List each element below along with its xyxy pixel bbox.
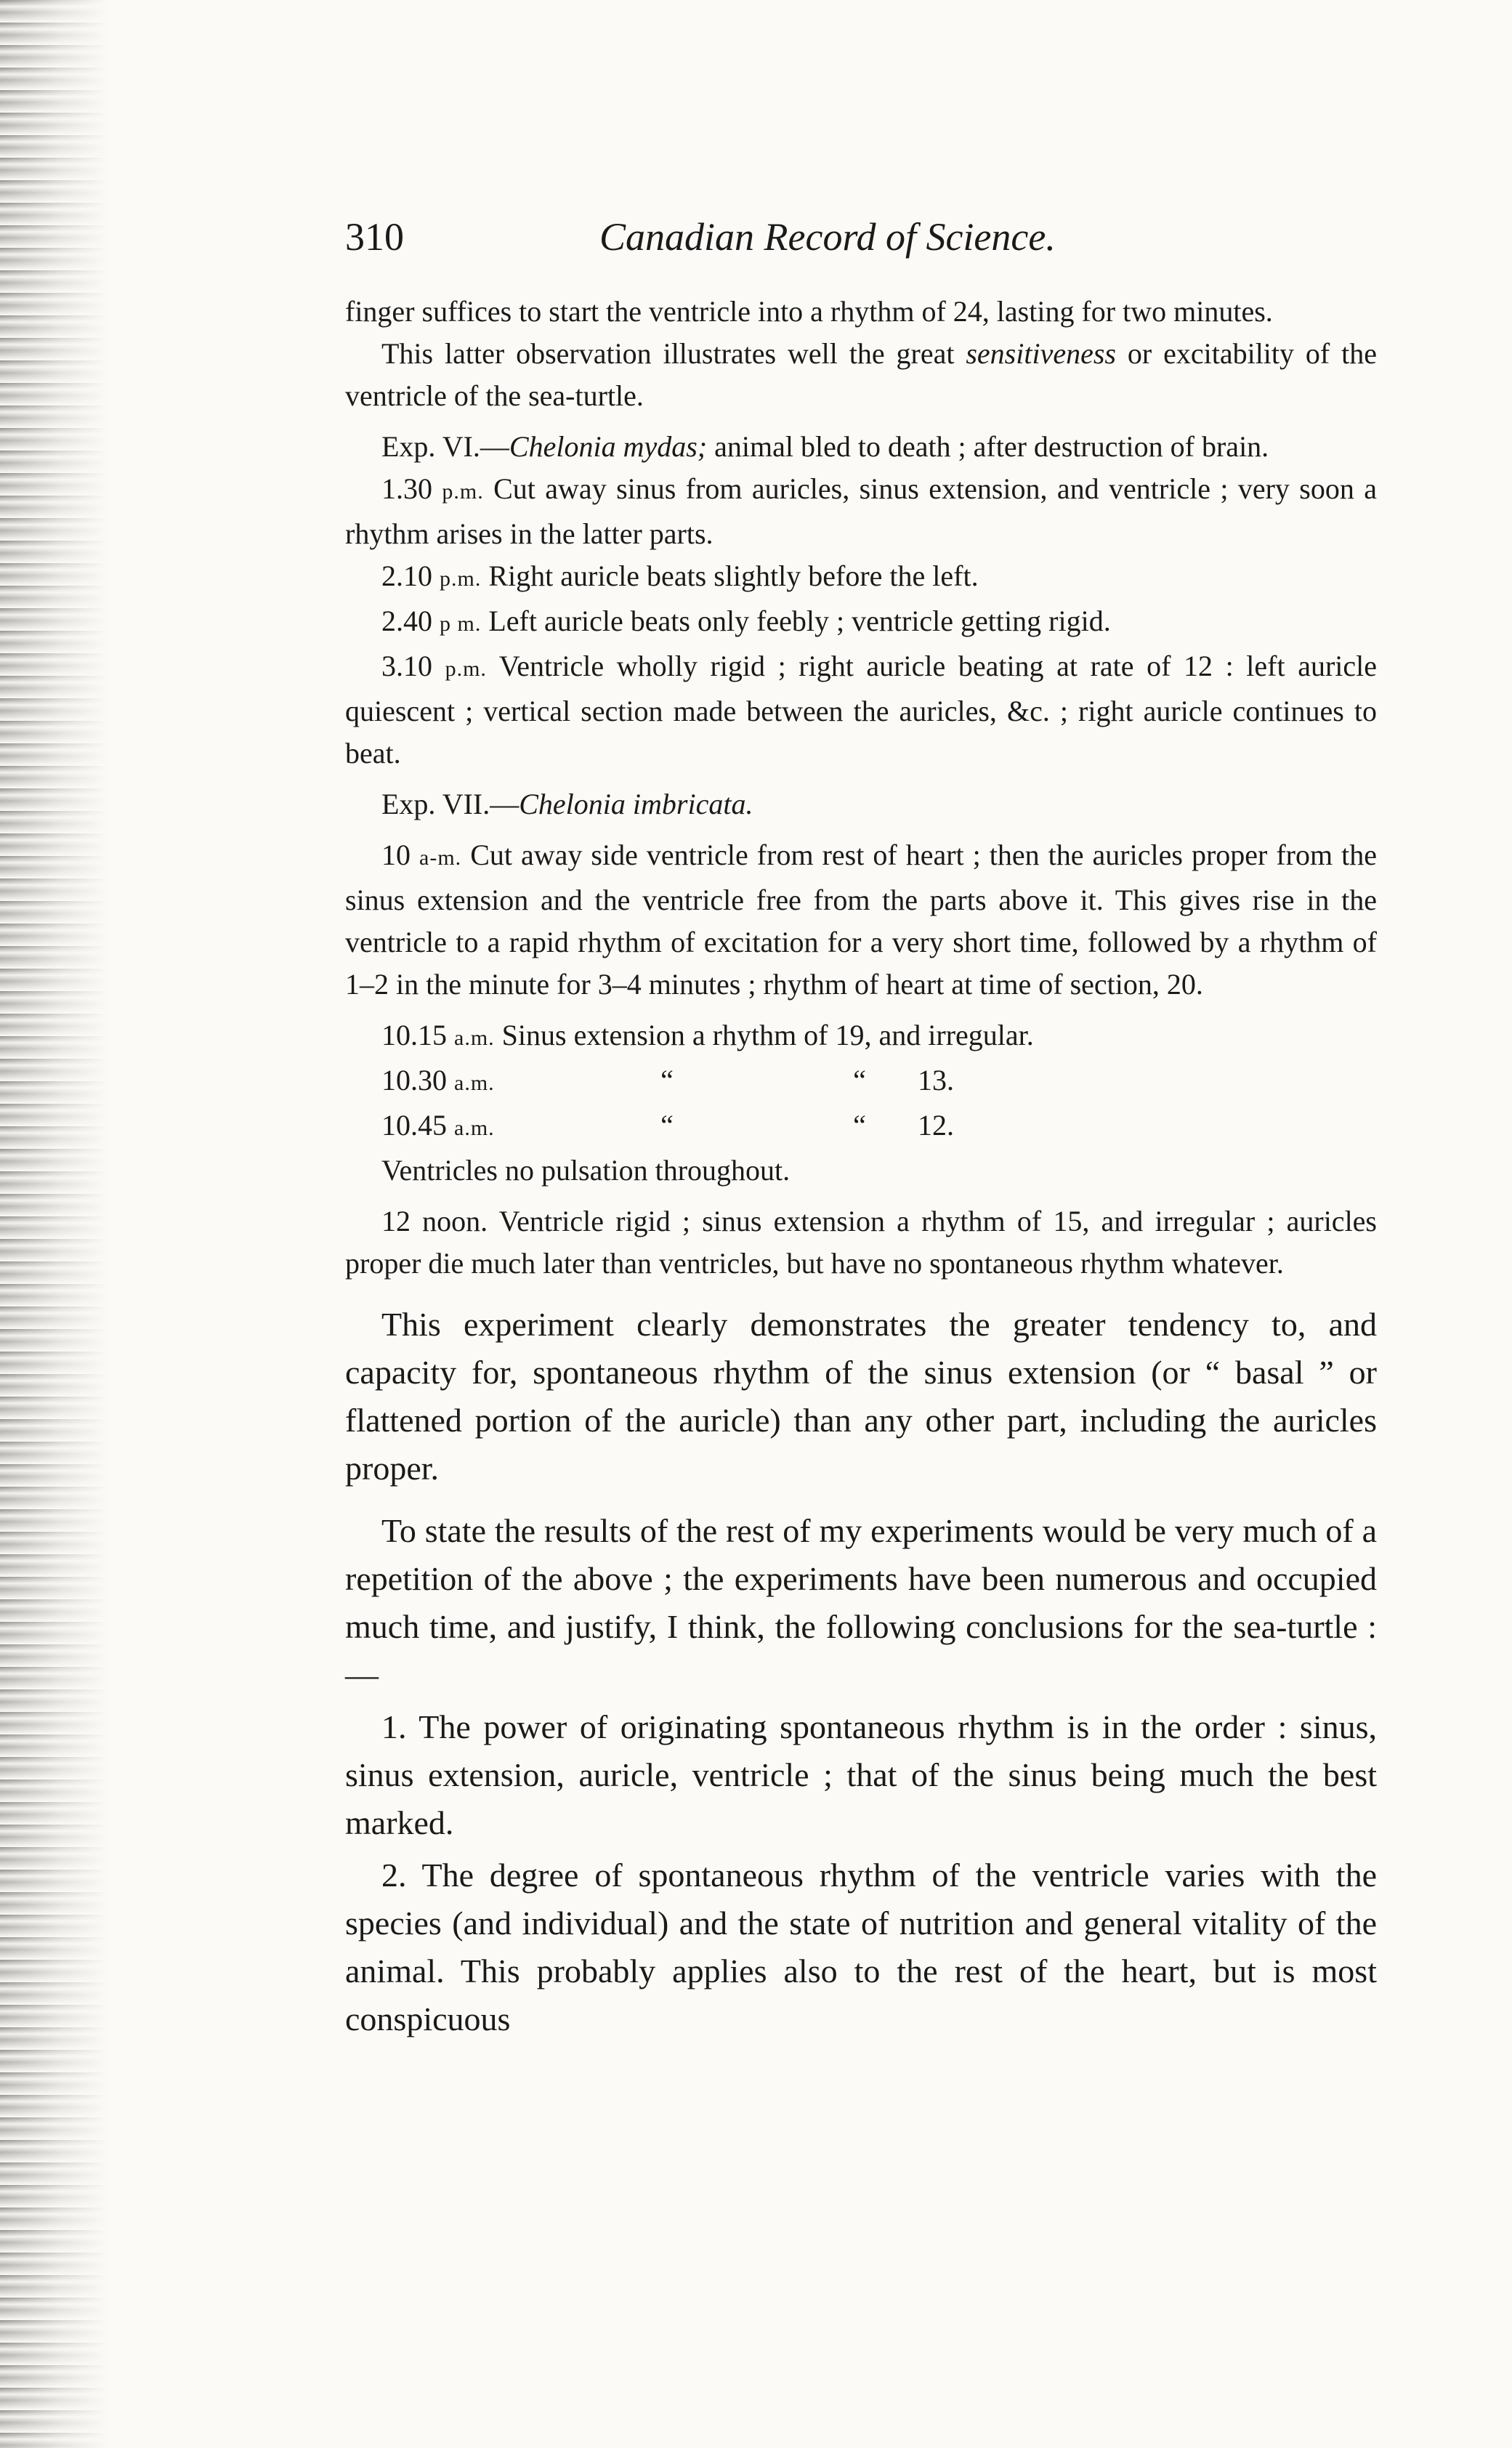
entry-text: Sinus extension a rhythm of 19, and irregular. bbox=[494, 1019, 1034, 1051]
ditto-mark: “ bbox=[660, 1109, 674, 1142]
conclusion-point-1: 1. The power of originating spontaneous rhythm is in the order : sinus, sinus extension, auricle, ventricle ; that of the sinus being much the best marked. bbox=[345, 1708, 1377, 1841]
species-name: Chelonia mydas; bbox=[509, 430, 708, 463]
experiment-label: Exp. VI.— bbox=[381, 430, 509, 463]
rhythm-row bbox=[345, 1104, 1377, 1150]
page-binding-shadow bbox=[0, 0, 109, 2448]
entry-meridiem: a-m. bbox=[419, 846, 462, 870]
entry-time: 1.30 bbox=[381, 472, 442, 505]
page-number: 310 bbox=[345, 215, 404, 259]
paragraph-conclusion-2: To state the results of the rest of my experiments would be very much of a repetition of the above ; the experiments have been numerous and occupied much time, and justify, I think, the following conclusions for the sea-turtle :— bbox=[345, 1512, 1377, 1693]
conclusions bbox=[345, 1301, 1377, 2043]
entry-text: Ventricle wholly rigid ; right auricle beating at rate of 12 : left auricle quiescent ; vertical section made between the auricles, &c. ; right auricle continues to beat. bbox=[345, 650, 1378, 769]
row-time bbox=[345, 1104, 533, 1150]
entry-time: 10 bbox=[381, 839, 420, 871]
experiment-7-heading bbox=[345, 783, 1377, 825]
entry-time: 2.40 bbox=[381, 605, 440, 637]
entry-time: 2.10 bbox=[381, 560, 440, 592]
entry-meridiem: p m. bbox=[440, 612, 482, 636]
entry-time: 10.30 bbox=[381, 1064, 454, 1096]
text-run: or excitability of the ventricle of the sea-turtle. bbox=[345, 337, 1378, 412]
experiment-notes bbox=[345, 291, 1377, 1285]
entry-meridiem: p.m. bbox=[440, 567, 482, 591]
rhythm-row bbox=[345, 1059, 1377, 1104]
paragraph-sensitiveness bbox=[345, 333, 1377, 417]
page-header bbox=[345, 208, 1377, 266]
experiment-label: Exp. VII.— bbox=[381, 788, 520, 820]
entry-time: 10.15 bbox=[381, 1019, 454, 1051]
entry-meridiem: p.m. bbox=[442, 480, 484, 504]
entry-meridiem: a.m. bbox=[454, 1026, 495, 1050]
entry-text: Cut away sinus from auricles, sinus extension, and ventricle ; very soon a rhythm arises in the latter parts. bbox=[345, 472, 1378, 550]
running-title: Canadian Record of Science. bbox=[599, 215, 1056, 259]
entry-12-noon: 12 noon. Ventricle rigid ; sinus extension a rhythm of 15, and irregular ; auricles proper die much later than ventricles, but have no spontaneous rhythm whatever. bbox=[345, 1205, 1377, 1280]
conclusion-point-2: 2. The degree of spontaneous rhythm of the ventricle varies with the species (and individual) and the state of nutrition and general vitality of the animal. This probably applies also to the rest of the heart, but is most conspicuous bbox=[345, 1857, 1377, 2037]
ditto-mark: “ bbox=[660, 1064, 674, 1096]
entry-time: 3.10 bbox=[381, 650, 445, 682]
entry-meridiem: a.m. bbox=[454, 1071, 495, 1095]
entry-2-10-pm bbox=[345, 555, 1377, 600]
entry-2-40-pm bbox=[345, 600, 1377, 645]
ditto-mark: “ bbox=[853, 1064, 866, 1096]
text-run: This latter observation illustrates well the great bbox=[381, 337, 966, 370]
entry-text: Right auricle beats slightly before the left. bbox=[481, 560, 979, 592]
ventricles-note: Ventricles no pulsation throughout. bbox=[381, 1154, 791, 1187]
entry-10-am bbox=[345, 834, 1377, 1006]
entry-1-30-pm bbox=[345, 468, 1377, 555]
text-run: animal bled to death ; after destruction of brain. bbox=[707, 430, 1269, 463]
ditto-mark: “ bbox=[853, 1109, 866, 1142]
experiment-6-heading bbox=[345, 426, 1377, 468]
paragraph-continuation: finger suffices to start the ventricle into a rhythm of 24, lasting for two minutes. bbox=[345, 295, 1273, 328]
entry-meridiem: a.m. bbox=[454, 1116, 495, 1140]
entry-3-10-pm bbox=[345, 645, 1377, 775]
entry-10-15-am bbox=[345, 1014, 1377, 1059]
entry-text: Cut away side ventricle from rest of heart ; then the auricles proper from the sinus extension and the ventricle free from the parts above it. This gives rise in the ventricle to a rapid rhythm of excitation for a very short time, followed by a rhythm of 1–2 in the minute for 3–4 minutes ; rhythm of heart at time of section, 20. bbox=[345, 839, 1378, 1001]
row-time bbox=[345, 1059, 533, 1104]
emphasis: sensitiveness bbox=[966, 337, 1116, 370]
entry-meridiem: p.m. bbox=[445, 657, 487, 681]
rhythm-value: 13. bbox=[918, 1064, 954, 1096]
body-text bbox=[345, 291, 1377, 2043]
entry-time: 10.45 bbox=[381, 1109, 454, 1142]
paragraph-conclusion-1: This experiment clearly demonstrates the greater tendency to, and capacity for, spontaneous rhythm of the sinus extension (or “ basal ” or flattened portion of the auricle) than any other part, including the auricles proper. bbox=[345, 1306, 1377, 1487]
species-name: Chelonia imbricata. bbox=[519, 788, 753, 820]
rhythm-value: 12. bbox=[918, 1109, 954, 1142]
entry-text: Left auricle beats only feebly ; ventricle getting rigid. bbox=[481, 605, 1111, 637]
